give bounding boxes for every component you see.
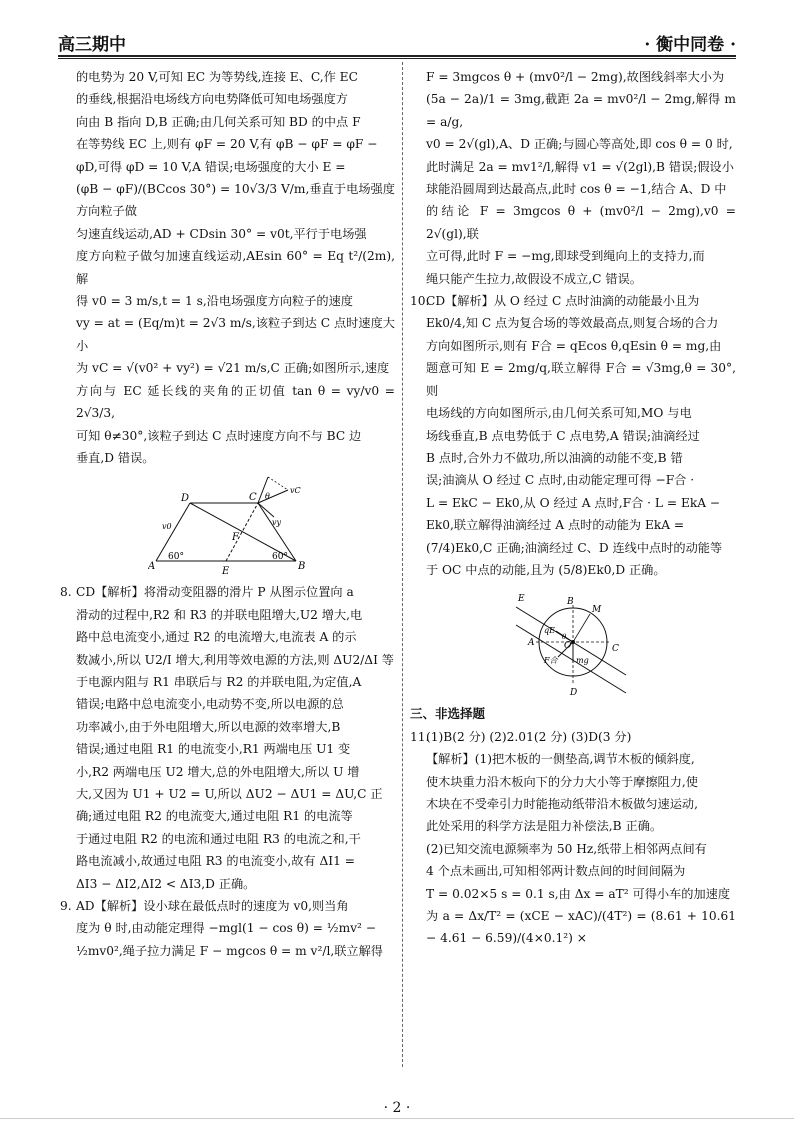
text-line: 8. CD【解析】将滑动变阻器的滑片 P 从图示位置向 a — [76, 581, 395, 603]
label-D: D — [180, 493, 189, 505]
triangle-velocity-figure — [148, 475, 308, 575]
text-line: 10.CD【解析】从 O 经过 C 点时油滴的动能最小且为 — [426, 290, 736, 312]
text-line: 电场线的方向如图所示,由几何关系可知,MO 与电 — [426, 406, 692, 421]
text-line: 立可得,此时 F = −mg,即球受到绳向上的支持力,而 — [426, 249, 705, 264]
text-line: 方向与 EC 延长线的夹角的正切值 tan θ = vy/v0 = 2√3/3, — [76, 383, 395, 421]
text-line: ΔI3 − ΔI2,ΔI2 < ΔI3,D 正确。 — [76, 876, 256, 891]
circle-field-figure — [508, 587, 638, 697]
label-M: M — [592, 605, 602, 616]
text-line: 确;通过电阻 R2 的电流变大,通过电阻 R1 的电流等 — [76, 809, 353, 824]
text-line: 的电势为 20 V,可知 EC 为等势线,连接 E、C,作 EC — [76, 70, 358, 84]
label-qE: qE — [544, 626, 555, 636]
text-line: v0 = 2√(gl),A、D 正确;与圆心等高处,即 cos θ = 0 时, — [426, 137, 733, 152]
text-line: 场线垂直,B 点电势低于 C 点电势,A 错误;油滴经过 — [426, 428, 700, 443]
text-line: 可知 θ≠30°,该粒子到达 C 点时速度方向不与 BC 边 — [76, 428, 362, 443]
question-number: 10. — [410, 294, 430, 309]
text-line: 路电流减小,故通过电阻 R3 的电流变小,故有 ΔI1 = — [76, 854, 355, 869]
text-line: 数减小,所以 U2/I 增大,利用等效电源的方法,则 ΔU2/ΔI 等 — [76, 652, 394, 667]
q8 — [60, 581, 395, 895]
text-line: ½mv0²,绳子拉力满足 F − mgcos θ = m v²/l,联立解得 — [76, 943, 383, 958]
label-F: F — [231, 532, 239, 544]
section-heading — [410, 703, 736, 725]
text-line: 垂直,D 错误。 — [76, 450, 155, 465]
q7-continuation — [60, 66, 395, 469]
text-line: T = 0.02×5 s = 0.1 s,由 Δx = aT² 可得小车的加速度 — [426, 886, 731, 901]
text-line: (2)已知交流电源频率为 50 Hz,纸带上相邻两点间有 — [426, 841, 707, 856]
text-line: φD,可得 φD = 10 V,A 错误;电场强度的大小 E = — [76, 159, 346, 174]
label-theta: θ — [264, 492, 270, 502]
text-line: 11.(1)B(2 分) (2)2.01(2 分) (3)D(3 分) — [426, 726, 736, 748]
text-line: 为 a = Δx/T² = (xCE − xAC)/(4T²) = (8.61 + 10.61 − 4.61 − 6.59)/(4×0.1²) × — [426, 909, 736, 946]
text-line: 滑动的过程中,R2 和 R3 的并联电阻增大,U2 增大,电 — [76, 607, 363, 622]
label-C: C — [612, 644, 619, 655]
text-line: 方向如图所示,则有 F合 = qEcos θ,qEsin θ = mg,由 — [426, 338, 722, 353]
page-bottom-rule — [0, 1118, 794, 1119]
label-B: B — [297, 561, 305, 573]
label-O: O — [564, 641, 572, 652]
text-line: 向由 B 指向 D,B 正确;由几何关系可知 BD 的中点 F — [76, 114, 361, 129]
q9-continuation — [410, 66, 736, 290]
right-column — [410, 66, 736, 950]
q11 — [410, 726, 736, 950]
text-line: F = 3mgcos θ + (mv0²/l − 2mg),故图线斜率大小为 — [426, 70, 725, 84]
text-line: 木块在不受牵引力时能拖动纸带沿木板做匀速运动, — [426, 796, 698, 811]
label-F: F合 — [544, 656, 558, 666]
text-line: 路中总电流变小,通过 R2 的电流增大,电流表 A 的示 — [76, 630, 357, 645]
label-C: C — [248, 492, 257, 504]
header-brand: · 衡中同卷 · — [644, 35, 736, 55]
text-line: 于电源内阻与 R1 串联后与 R2 的并联电阻,为定值,A — [76, 674, 362, 689]
label-B: B — [567, 597, 574, 608]
text-line: 的结论 F = 3mgcos θ + (mv0²/l − 2mg),v0 = 2√(gl),联 — [426, 204, 736, 241]
text-line: 在等势线 EC 上,则有 φF = 20 V,有 φB − φF = φF − — [76, 137, 378, 152]
text-line: 错误;电路中总电流变小,电动势不变,所以电源的总 — [76, 697, 344, 712]
text-line: 9. AD【解析】设小球在最低点时的速度为 v0,则当角 — [76, 895, 395, 917]
header-title: 高三期中 — [58, 35, 126, 55]
label-theta: θ — [562, 633, 567, 642]
text-line: 度为 θ 时,由动能定理得 −mgl(1 − cos θ) = ½mv² − — [76, 921, 377, 936]
text-line: 为 vC = √(v0² + vy²) = √21 m/s,C 正确;如图所示,速度 — [76, 361, 390, 376]
label-E: E — [221, 566, 229, 576]
text-line: 此处采用的科学方法是阻力补偿法,B 正确。 — [426, 819, 663, 834]
text-line: 大,又因为 U1 + U2 = U,所以 ΔU2 − ΔU1 = ΔU,C 正 — [76, 786, 383, 801]
section-title: 三、非选择题 — [410, 706, 486, 722]
text-line: 的垂线,根据沿电场线方向电势降低可知电场强度方 — [76, 92, 348, 107]
text-line: B 点时,合外力不做功,所以油滴的动能不变,B 错 — [426, 450, 683, 465]
label-vC: vC — [289, 486, 301, 496]
text-line: Ek0,联立解得油滴经过 A 点时的动能为 EkA = — [426, 518, 685, 533]
question-number: 9. — [60, 899, 72, 913]
text-line: Ek0/4,知 C 点为复合场的等效最高点,则复合场的合力 — [426, 316, 719, 331]
text-line: 于 OC 中点的动能,且为 (5/8)Ek0,D 正确。 — [426, 562, 666, 577]
label-angle-b: 60° — [271, 552, 288, 563]
text-line: 此时满足 2a = mv1²/l,解得 v1 = √(2gl),B 错误;假设小 — [426, 159, 734, 174]
text-line: 4 个点未画出,可知相邻两计数点间的时间间隔为 — [426, 864, 686, 879]
text-line: 小,R2 两端电压 U2 增大,总的外电阻增大,所以 U 增 — [76, 764, 360, 779]
label-A: A — [528, 638, 535, 649]
text-line: L = EkC − Ek0,从 O 经过 A 点时,F合 · L = EkA − — [426, 495, 721, 510]
text-line: 【解析】(1)把木板的一侧垫高,调节木板的倾斜度, — [426, 752, 695, 767]
text-line: (7/4)Ek0,C 正确;油滴经过 C、D 连线中点时的动能等 — [426, 540, 723, 555]
text-line: 绳只能产生拉力,故假设不成立,C 错误。 — [426, 271, 642, 286]
label-E: E — [518, 594, 525, 605]
text-line: 功率减小,由于外电阻增大,所以电源的效率增大,B — [76, 719, 341, 734]
label-v0: v0 — [161, 522, 172, 532]
q9 — [60, 895, 395, 962]
header-rule-thin — [58, 58, 736, 59]
left-column — [60, 66, 395, 962]
text-line: 错误;通过电阻 R1 的电流变小,R1 两端电压 U1 变 — [76, 742, 351, 757]
question-number: 8. — [60, 585, 72, 600]
text-line: 匀速直线运动,AD + CDsin 30° = v0t,平行于电场强 — [76, 226, 367, 241]
text-line: (5a − 2a)/1 = 3mg,截距 2a = mv0²/l − 2mg,解得 m = a/g, — [426, 92, 736, 129]
label-D: D — [570, 688, 578, 698]
label-A: A — [147, 561, 155, 573]
text-line: (φB − φF)/(BCcos 30°) = 10√3/3 V/m,垂直于电场强度方向粒子做 — [76, 182, 395, 219]
label-angle-a: 60° — [167, 552, 184, 563]
label-mg: mg — [576, 656, 589, 666]
text-line: 使木块重力沿木板向下的分力大小等于摩擦阻力,使 — [426, 774, 698, 789]
text-line: 于通过电阻 R2 的电流和通过电阻 R3 的电流之和,干 — [76, 831, 361, 846]
page-header — [58, 28, 736, 54]
text-line: 球能沿圆周到达最高点,此时 cos θ = −1,结合 A、D 中 — [426, 182, 727, 197]
text-line: 度方向粒子做匀加速直线运动,AEsin 60° = Eq t²/(2m),解 — [76, 249, 395, 286]
header-rule — [58, 55, 736, 57]
page-number: · 2 · — [383, 1100, 411, 1116]
column-divider — [402, 62, 403, 1067]
text-line: 误;油滴从 O 经过 C 点时,由动能定理可得 −F合 · — [426, 473, 695, 488]
text-line: vy = at = (Eq/m)t = 2√3 m/s,该粒子到达 C 点时速度大小 — [76, 316, 395, 353]
text-line: 得 v0 = 3 m/s,t = 1 s,沿电场强度方向粒子的速度 — [76, 294, 353, 309]
question-number: 11. — [410, 729, 430, 744]
q10 — [410, 290, 736, 581]
text-line: 题意可知 E = 2mg/q,联立解得 F合 = √3mg,θ = 30°,则 — [426, 361, 736, 398]
label-vy: vy — [271, 518, 281, 528]
